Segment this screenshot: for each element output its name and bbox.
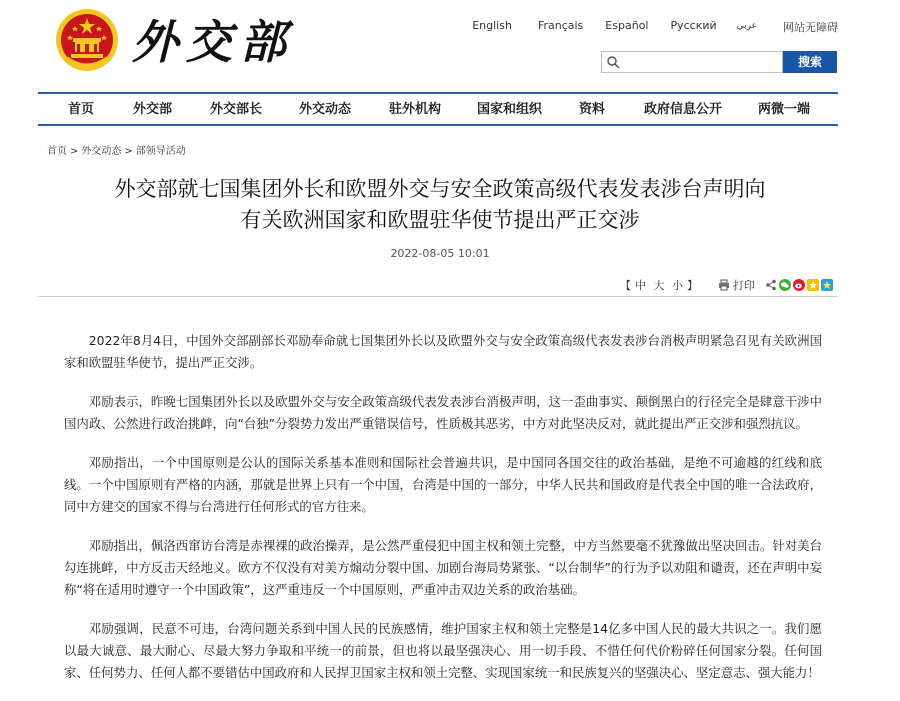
lang-english-link[interactable]: English [472, 19, 512, 32]
lang-spanish-link[interactable]: Español [605, 19, 649, 32]
printer-icon [718, 279, 730, 291]
site-header [0, 0, 900, 90]
article-paragraph: 邓励强调，民意不可违，台湾问题关系到中国人民的民族感情，维护国家主权和领土完整是14亿多中国人民的最大共识之一。我们愿以最大诚意、最大耐心、尽最大努力争取和平统一的前景，但也将以最坚强决心、用一切手段、不惜任何代价粉碎任何国家分裂。任何国家、任何势力、任何人都不要错估中国政府和人民捍卫国家主权和领土完整、实现国家统一和民族复兴的坚强决心、坚定意志、强大能力！ [64, 621, 822, 680]
nav-item-resources[interactable]: 资料 [579, 102, 606, 117]
ministry-logo-text[interactable]: 外交部 [132, 15, 294, 69]
bracket-open: 【 [620, 279, 631, 292]
language-bar [472, 19, 838, 35]
article-paragraph: 邓励指出，一个中国原则是公认的国际关系基本准则和国际社会普遍共识，是中国同各国交往的政治基础，是绝不可逾越的红线和底线。一个中国原则有严格的内涵，那就是世界上只有一个中国，台湾是中国的一部分，中华人民共和国政府是代表全中国的唯一合法政府，同中方建交的国家不得与台湾进行任何形式的官方往来。 [64, 455, 822, 514]
article-tools [618, 277, 833, 293]
nav-item-missions[interactable]: 驻外机构 [389, 102, 442, 117]
font-size-large-button[interactable]: 中 [635, 279, 646, 292]
qq-icon[interactable] [821, 279, 833, 291]
print-button[interactable] [718, 277, 755, 293]
font-size-medium-button[interactable]: 大 [653, 279, 665, 292]
qzone-icon[interactable] [807, 279, 819, 291]
article-title-line2: 有关欧洲国家和欧盟驻华使节提出严正交涉 [240, 208, 640, 232]
print-label: 打印 [733, 279, 755, 292]
search-icon [606, 55, 620, 69]
breadcrumb [47, 142, 186, 157]
breadcrumb-news[interactable]: 外交动态 [81, 146, 122, 157]
font-size-small-button[interactable]: 小 [672, 279, 683, 292]
share-icon[interactable] [765, 279, 777, 291]
article-paragraph: 邓励表示，昨晚七国集团外长以及欧盟外交与安全政策高级代表发表涉台消极声明，这一歪曲事实、颠倒黑白的行径完全是肆意干涉中国内政、公然进行政治挑衅，向“台独”分裂势力发出严重错误信号，性质极其恶劣，中方对此坚决反对，就此提出严正交涉和强烈抗议。 [64, 394, 822, 431]
article-title [40, 174, 840, 236]
search-input[interactable] [601, 51, 783, 73]
breadcrumb-separator: > [124, 146, 133, 157]
accessibility-link[interactable]: 网站无障碍 [783, 21, 838, 34]
wechat-icon[interactable] [779, 279, 791, 291]
nav-item-minister[interactable]: 外交部长 [210, 102, 263, 117]
search-button[interactable]: 搜索 [783, 51, 837, 73]
breadcrumb-leaders[interactable]: 部领导活动 [135, 146, 186, 157]
lang-russian-link[interactable]: Русский [670, 19, 717, 32]
nav-item-countries[interactable]: 国家和组织 [477, 102, 543, 117]
nav-item-home[interactable]: 首页 [68, 102, 95, 117]
article-date: 2022-08-05 10:01 [390, 247, 490, 260]
share-bar [765, 279, 833, 291]
font-size-selector [618, 277, 700, 293]
nav-item-ministry[interactable]: 外交部 [133, 102, 173, 117]
breadcrumb-home[interactable]: 首页 [47, 146, 67, 157]
article-body [64, 330, 822, 701]
main-nav [38, 92, 838, 126]
breadcrumb-separator: > [70, 146, 79, 157]
nav-item-social[interactable]: 两微一端 [758, 102, 811, 117]
nav-item-gov-info[interactable]: 政府信息公开 [644, 102, 723, 117]
national-emblem-icon[interactable] [55, 8, 119, 72]
bracket-close: 】 [687, 279, 698, 292]
nav-item-news[interactable]: 外交动态 [299, 102, 352, 117]
weibo-icon[interactable] [793, 279, 805, 291]
title-divider [38, 296, 838, 297]
article-paragraph: 邓励指出，佩洛西窜访台湾是赤裸裸的政治操弄，是公然严重侵犯中国主权和领土完整，中方当然要毫不犹豫做出坚决回击。针对美台勾连挑衅，中方反击天经地义。欧方不仅没有对美方煽动分裂中国、加剧台海局势紧张、“以台制华”的行为予以劝阻和谴责，还在声明中妄称“将在适用时遵守一个中国政策”，这严重违反一个中国原则，严重冲击双边关系的政治基础。 [64, 538, 822, 597]
lang-french-link[interactable]: Français [537, 19, 584, 32]
lang-arabic-link[interactable]: عربي [736, 21, 757, 31]
article-paragraph: 2022年8月4日，中国外交部副部长邓励奉命就七国集团外长以及欧盟外交与安全政策高级代表发表涉台消极声明紧急召见有关欧洲国家和欧盟驻华使节，提出严正交涉。 [64, 333, 822, 370]
article-title-line1: 外交部就七国集团外长和欧盟外交与安全政策高级代表发表涉台声明向 [114, 177, 766, 201]
